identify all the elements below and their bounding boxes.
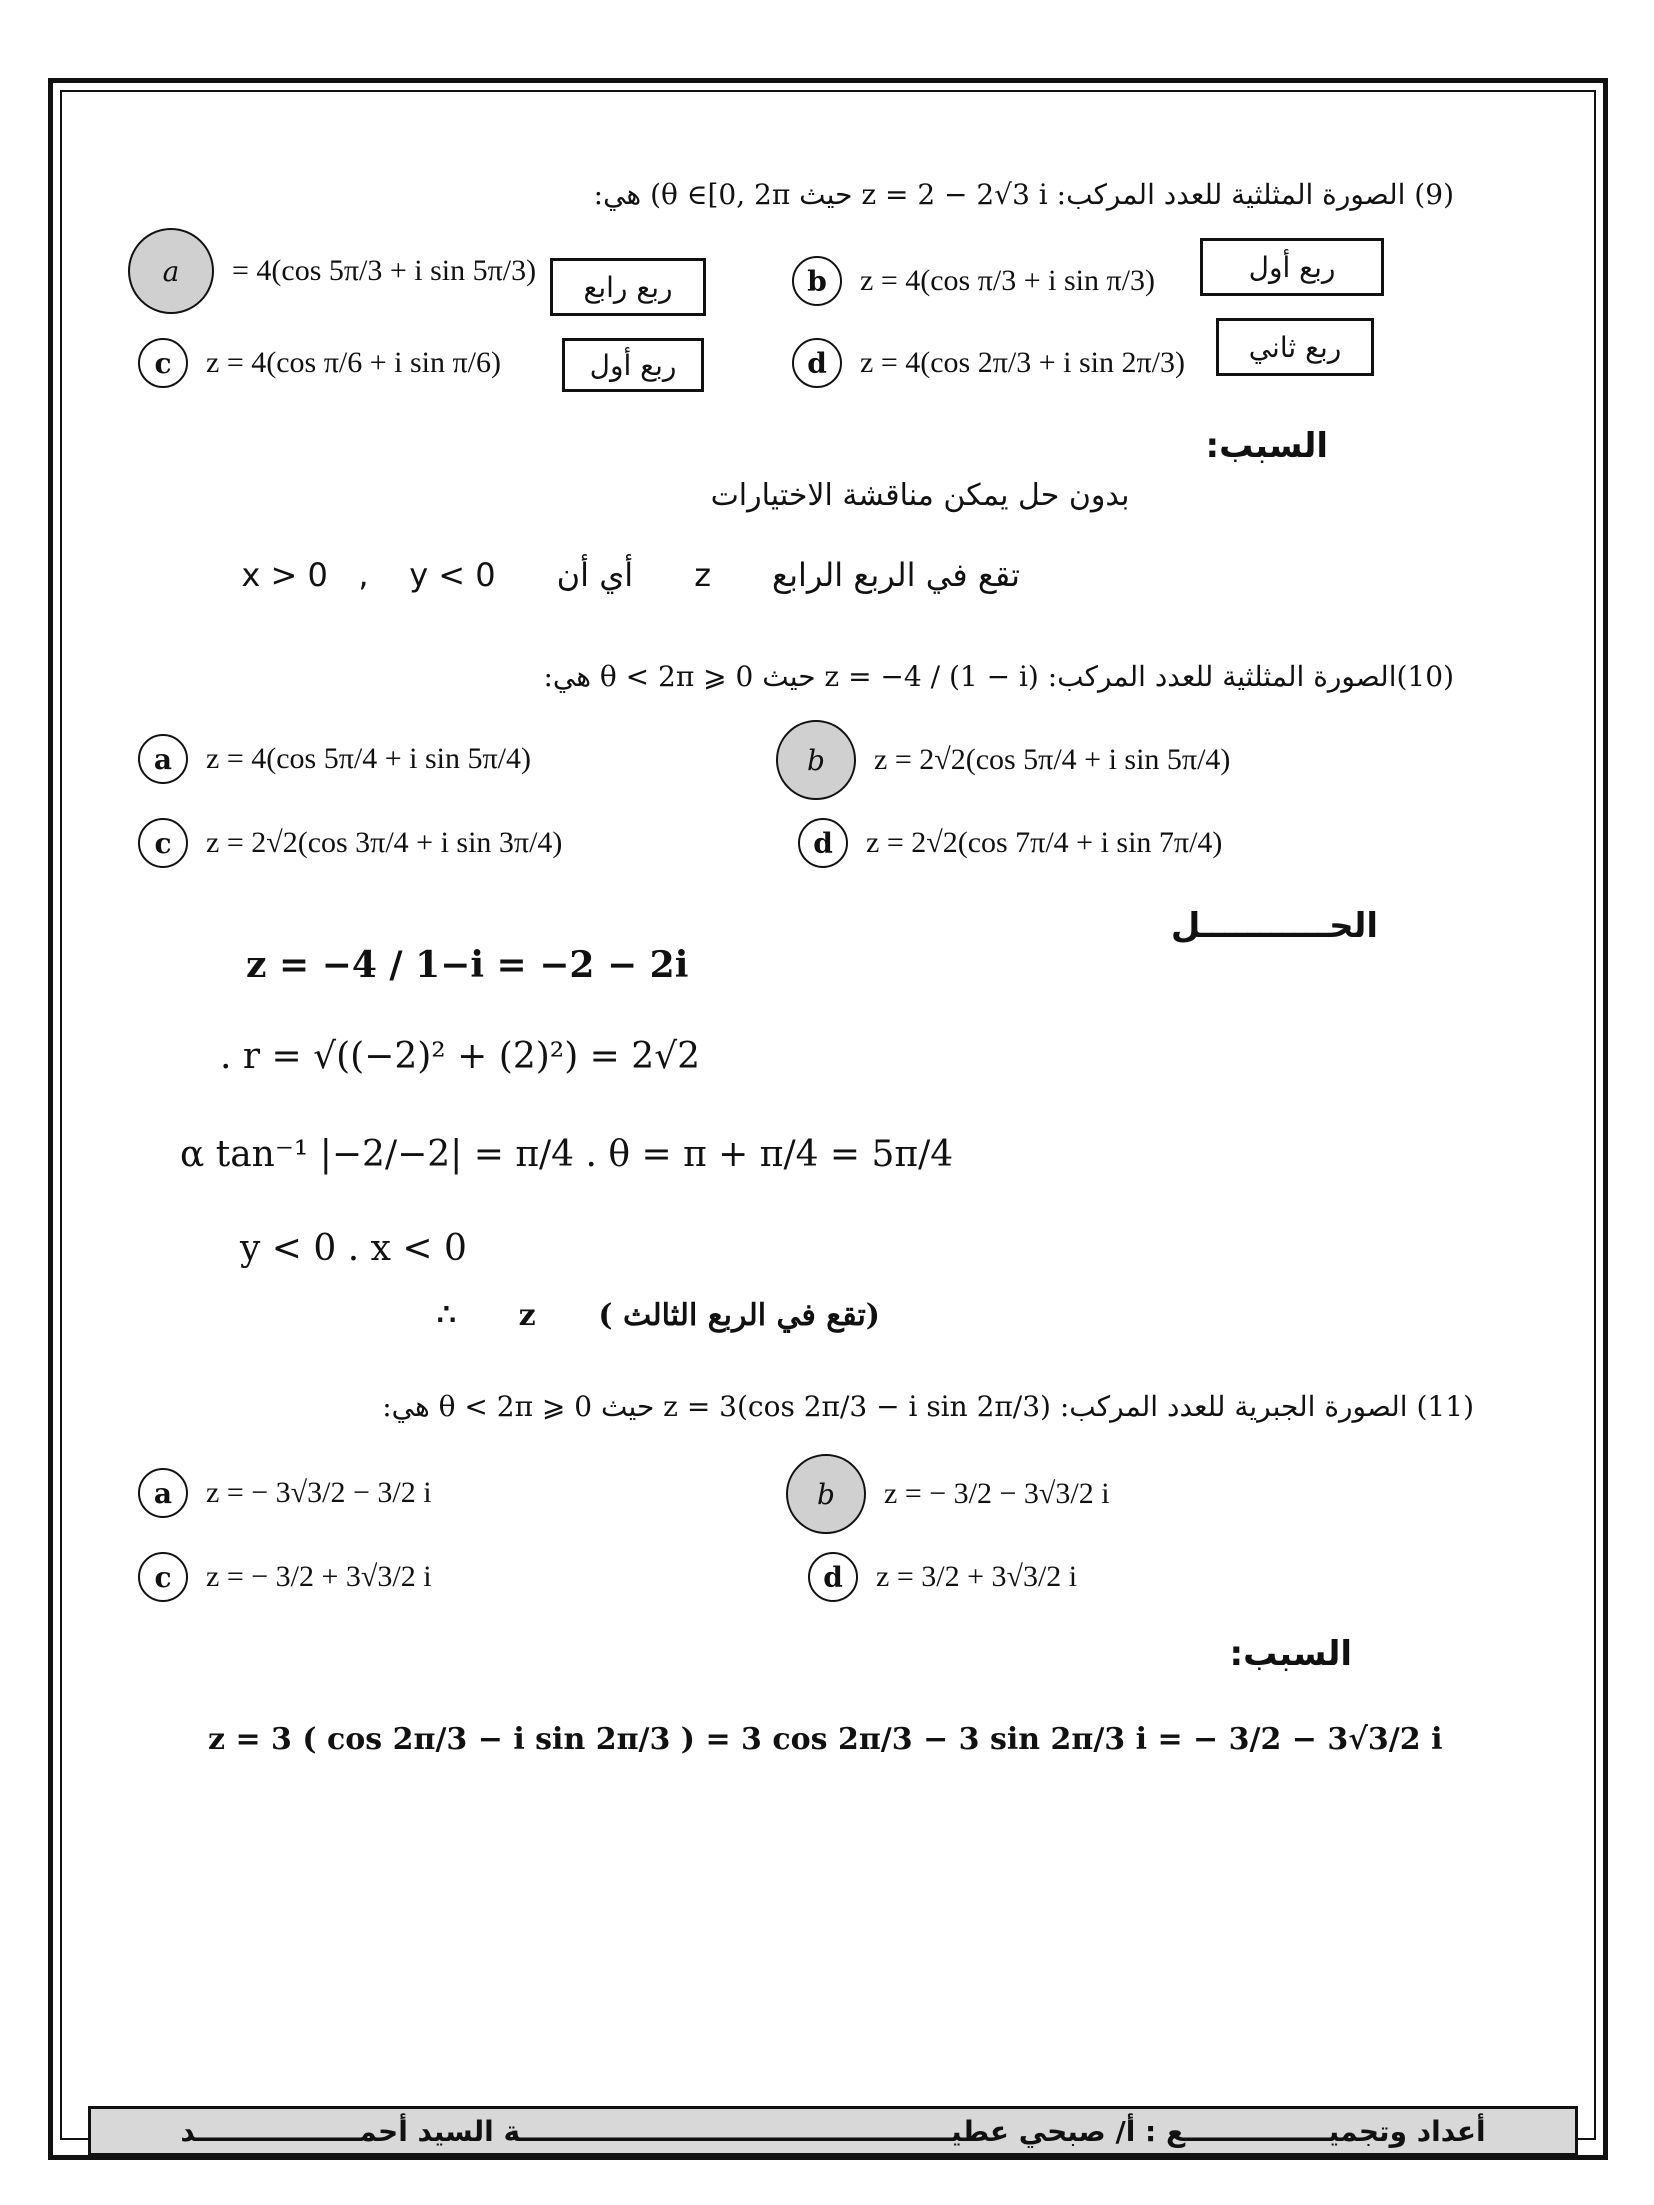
q9-option-c-quadrant-box: ربع أول bbox=[562, 338, 704, 392]
q11-option-d-formula: z = 3/2 + 3√3/2 i bbox=[876, 1560, 1078, 1593]
q9-option-d-letter: d bbox=[792, 338, 842, 388]
q10-header: (10)الصورة المثلثية للعدد المركب: z = −4 / (1 − i) حيث 0 ⩽ θ < 2π هي: bbox=[543, 660, 1454, 693]
q9-option-c-formula: z = 4(cos π/6 + i sin π/6) bbox=[206, 346, 501, 379]
q10-option-c-letter: c bbox=[138, 818, 188, 868]
q10-solution-title: الحـــــــــــل bbox=[1170, 906, 1378, 946]
q9-option-b-letter: b bbox=[792, 256, 842, 306]
q11-option-a-formula: z = − 3√3/2 − 3/2 i bbox=[206, 1476, 432, 1509]
q9-option-c[interactable] bbox=[138, 338, 501, 388]
q11-option-a[interactable] bbox=[138, 1468, 432, 1518]
q10-option-d[interactable] bbox=[798, 818, 1222, 868]
q11-option-c[interactable] bbox=[138, 1552, 432, 1602]
q11-option-c-formula: z = − 3/2 + 3√3/2 i bbox=[206, 1560, 432, 1593]
q9-option-b-quadrant-box: ربع أول bbox=[1200, 238, 1384, 296]
q11-reason-title: السبب: bbox=[1229, 1634, 1352, 1674]
q10-option-b-formula: z = 2√2(cos 5π/4 + i sin 5π/4) bbox=[874, 743, 1231, 776]
q10-solution-conclusion: (تقع في الربع الثالث ) z ∴ bbox=[436, 1298, 880, 1333]
q9-option-c-letter: c bbox=[138, 338, 188, 388]
footer-author-bar bbox=[88, 2106, 1578, 2156]
q10-option-c-formula: z = 2√2(cos 3π/4 + i sin 3π/4) bbox=[206, 826, 563, 859]
q11-option-b-formula: z = − 3/2 − 3√3/2 i bbox=[884, 1477, 1110, 1510]
q9-reason-line1: بدون حل يمكن مناقشة الاختيارات bbox=[710, 478, 1130, 513]
q9-header: (9) الصورة المثلثية للعدد المركب: z = 2 − 2√3 i حيث θ ∈[0, 2π) هي: bbox=[593, 178, 1454, 211]
q11-option-a-letter: a bbox=[138, 1468, 188, 1518]
q10-option-b-letter: b bbox=[776, 720, 856, 800]
footer-author-text: أعداد وتجميـــــــــــــــع : أ/ صبحي عطيـــــــــــــــــــــــــــــــــــــــــــــة السيد أحمـــــــــــــــــد bbox=[180, 2114, 1486, 2148]
q10-solution-step3: α tan⁻¹ |−2/−2| = π/4 . θ = π + π/4 = 5π/4 bbox=[180, 1134, 954, 1175]
q10-solution-step4: y < 0 . x < 0 bbox=[240, 1228, 467, 1269]
q9-option-a-letter: a bbox=[128, 228, 214, 314]
q11-reason-formula: z = 3 ( cos 2π/3 − i sin 2π/3 ) = 3 cos 2π/3 − 3 sin 2π/3 i = − 3/2 − 3√3/2 i bbox=[208, 1722, 1443, 1757]
q9-option-a-quadrant-box: ربع رابع bbox=[550, 258, 706, 316]
q9-option-b-formula: z = 4(cos π/3 + i sin π/3) bbox=[860, 264, 1155, 297]
q9-option-a[interactable] bbox=[128, 228, 536, 314]
q11-option-d[interactable] bbox=[808, 1552, 1077, 1602]
page-frame-inner bbox=[60, 90, 1596, 2140]
q10-option-d-formula: z = 2√2(cos 7π/4 + i sin 7π/4) bbox=[866, 826, 1223, 859]
q10-solution-step1: z = −4 / 1−i = −2 − 2i bbox=[246, 944, 689, 986]
q9-reason-line2: تقع في الربع الرابع z أي أن x > 0 , y < 0 bbox=[241, 556, 1020, 594]
q11-option-b[interactable] bbox=[786, 1454, 1110, 1534]
q9-option-b[interactable] bbox=[792, 256, 1155, 306]
q9-reason-title: السبب: bbox=[1205, 426, 1328, 466]
q10-option-c[interactable] bbox=[138, 818, 562, 868]
q9-option-d-quadrant-box: ربع ثاني bbox=[1216, 318, 1374, 376]
q11-option-d-letter: d bbox=[808, 1552, 858, 1602]
q11-option-b-letter: b bbox=[786, 1454, 866, 1534]
q9-option-d-formula: z = 4(cos 2π/3 + i sin 2π/3) bbox=[860, 346, 1185, 379]
q10-option-a-letter: a bbox=[138, 734, 188, 784]
q9-option-a-formula: = 4(cos 5π/3 + i sin 5π/3) bbox=[232, 254, 537, 287]
q10-option-d-letter: d bbox=[798, 818, 848, 868]
q10-option-a[interactable] bbox=[138, 734, 531, 784]
q10-solution-step2: . r = √((−2)² + (2)²) = 2√2 bbox=[220, 1036, 701, 1077]
q11-option-c-letter: c bbox=[138, 1552, 188, 1602]
q9-option-d[interactable] bbox=[792, 338, 1185, 388]
q10-option-a-formula: z = 4(cos 5π/4 + i sin 5π/4) bbox=[206, 742, 531, 775]
q10-option-b[interactable] bbox=[776, 720, 1230, 800]
q11-header: (11) الصورة الجبرية للعدد المركب: z = 3(cos 2π/3 − i sin 2π/3) حيث 0 ⩽ θ < 2π هي: bbox=[382, 1390, 1474, 1423]
